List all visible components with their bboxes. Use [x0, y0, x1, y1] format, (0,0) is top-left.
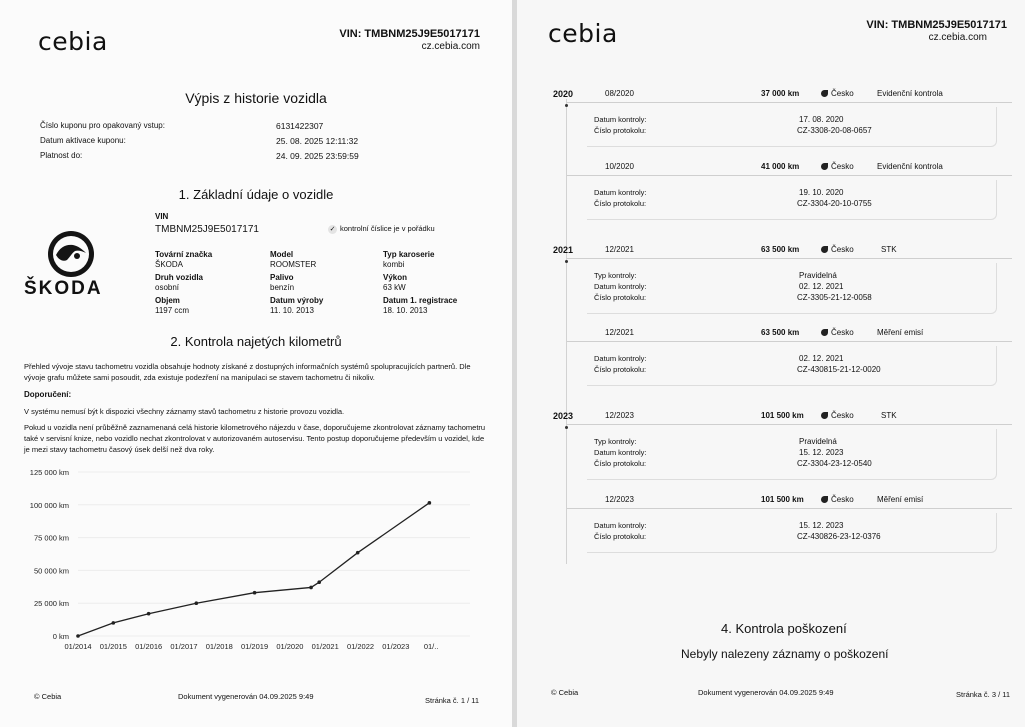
vin-check-text: kontrolní číslice je v pořádku	[340, 224, 435, 233]
y-tick-label: 0 km	[52, 632, 69, 641]
y-tick-label: 50 000 km	[33, 566, 69, 576]
timeline-year: 2023	[553, 411, 574, 421]
odometer-data-point	[76, 634, 80, 638]
record-type: STK	[881, 245, 897, 254]
brand-label: Tovární značka	[155, 250, 213, 259]
report-page-1	[0, 0, 512, 727]
record-country	[821, 411, 854, 420]
manufacture-date-label: Datum výroby	[270, 296, 324, 305]
odometer-data-point	[112, 621, 116, 625]
skoda-emblem-icon	[46, 229, 96, 284]
displacement-value: 1197 ccm	[155, 306, 190, 315]
odometer-intro-text: Přehled vývoje stavu tachometru vozidla obsahuje hodnoty získané z dostupných informačních systémů spolupracujících partnerů. Dle vývoje grafu můžete sami posoudit, zda existuje podezření na manipulaci se stavem tachometru či nikoliv.	[24, 362, 471, 382]
footer-copyright: © Cebia	[551, 688, 579, 697]
country-flag-icon	[821, 90, 828, 97]
timeline-year: 2021	[553, 245, 574, 255]
country-flag-icon	[821, 246, 828, 253]
detail-value: 02. 12. 2021	[799, 354, 844, 363]
detail-value: 15. 12. 2023	[799, 448, 844, 457]
record-date: 12/2021	[605, 245, 634, 254]
y-tick-label: 125 000 km	[29, 468, 69, 477]
x-tick-label: 01/2022	[346, 642, 375, 651]
detail-label: Číslo protokolu:	[594, 293, 647, 302]
record-type: Evidenční kontrola	[877, 89, 943, 98]
vin-value: TMBNM25J9E5017171	[155, 224, 259, 235]
section-1-title: 1. Základní údaje o vozidle	[178, 187, 334, 202]
record-type: Měření emisí	[877, 495, 924, 504]
timeline-dot	[565, 426, 568, 429]
checkmark-icon: ✓	[329, 226, 336, 233]
timeline-year: 2020	[553, 89, 574, 99]
skoda-wordmark: ŠKODA	[24, 278, 103, 299]
detail-label: Datum kontroly:	[594, 448, 647, 457]
record-km: 101 500 km	[761, 495, 804, 504]
section-4-title: 4. Kontrola poškození	[721, 621, 847, 636]
header-site-link[interactable]: cz.cebia.com	[421, 41, 480, 52]
country-name: Česko	[831, 162, 854, 171]
model-value: ROOMSTER	[270, 260, 317, 269]
record-divider	[567, 424, 1012, 425]
record-km: 41 000 km	[761, 162, 800, 171]
model-label: Model	[270, 250, 294, 259]
no-damage-text: Nebyly nalezeny záznamy o poškození	[681, 647, 889, 661]
record-date: 08/2020	[605, 89, 634, 98]
record-divider	[567, 102, 1012, 103]
country-flag-icon	[821, 163, 828, 170]
detail-label: Číslo protokolu:	[594, 199, 647, 208]
body-type-value: kombi	[383, 260, 405, 269]
header-vin: VIN: TMBNM25J9E5017171	[339, 28, 480, 40]
record-detail-card	[587, 107, 997, 147]
detail-label: Číslo protokolu:	[594, 532, 647, 541]
x-tick-label: 01/2014	[64, 642, 92, 651]
odometer-data-point	[317, 580, 321, 584]
record-divider	[567, 341, 1012, 342]
country-name: Česko	[831, 89, 854, 98]
vehicle-kind-value: osobní	[155, 283, 180, 292]
record-divider	[567, 508, 1012, 509]
detail-label: Datum kontroly:	[594, 521, 647, 530]
country-name: Česko	[831, 328, 854, 337]
activation-value: 25. 08. 2025 12:11:32	[276, 136, 359, 146]
recommendation-text-2: Pokud u vozidla není průběžně zaznamenaná celá historie kilometrového nájezdu v čase, doporučujeme zkontrolovat záznamy tachometru také v servisní knize, nebo vozidlo nechat zkontrolovat v autorizovaném autoservisu. Tento postup doporučujeme především u vozidel, kde je mezi stavy tachometru časový úsek delší než dva roky.	[24, 423, 486, 454]
detail-label: Typ kontroly:	[594, 437, 637, 446]
record-country	[821, 495, 854, 504]
record-detail-card	[587, 180, 997, 220]
vin-label: VIN	[155, 212, 169, 221]
coupon-value: 6131422307	[276, 121, 324, 131]
validity-label: Platnost do:	[40, 151, 83, 160]
record-date: 12/2021	[605, 328, 634, 337]
footer-generated: Dokument vygenerován 04.09.2025 9:49	[178, 692, 314, 701]
timeline-dot	[565, 104, 568, 107]
x-tick-label: 01/2019	[241, 642, 269, 651]
record-detail-card	[587, 513, 997, 553]
footer-copyright: © Cebia	[34, 692, 62, 701]
record-country	[821, 245, 854, 254]
brand-value: ŠKODA	[155, 260, 184, 269]
vehicle-kind-label: Druh vozidla	[155, 273, 204, 282]
record-detail-card	[587, 263, 997, 314]
detail-value: CZ-430815-21-12-0020	[797, 365, 881, 374]
odometer-data-point	[428, 501, 432, 505]
country-name: Česko	[831, 495, 854, 504]
record-country	[821, 328, 854, 337]
footer-generated: Dokument vygenerován 04.09.2025 9:49	[698, 688, 834, 697]
x-tick-label: 01/2015	[99, 642, 127, 651]
displacement-label: Objem	[155, 296, 180, 305]
detail-value: CZ-3308-20-08-0657	[797, 126, 872, 135]
chart-svg	[0, 460, 512, 660]
record-date: 12/2023	[605, 495, 634, 504]
y-tick-label: 75 000 km	[33, 533, 69, 543]
activation-label: Datum aktivace kuponu:	[40, 136, 126, 145]
first-registration-label: Datum 1. registrace	[383, 296, 458, 305]
detail-label: Datum kontroly:	[594, 115, 647, 124]
page-title: Výpis z historie vozidla	[185, 90, 327, 106]
report-page-3	[517, 0, 1025, 727]
record-detail-card	[587, 429, 997, 480]
timeline-line	[566, 99, 567, 564]
odometer-data-point	[356, 551, 360, 555]
detail-value: CZ-3304-20-10-0755	[797, 199, 872, 208]
y-tick-label: 100 000 km	[29, 500, 69, 510]
detail-label: Číslo protokolu:	[594, 365, 647, 374]
country-flag-icon	[821, 412, 828, 419]
odometer-series-line	[78, 503, 429, 636]
fuel-label: Palivo	[270, 273, 294, 282]
record-date: 12/2023	[605, 411, 634, 420]
manufacture-date-value: 11. 10. 2013	[270, 306, 314, 315]
detail-label: Datum kontroly:	[594, 282, 647, 291]
country-flag-icon	[821, 496, 828, 503]
odometer-data-point	[253, 591, 257, 595]
x-tick-label: 01/2020	[276, 642, 304, 651]
x-tick-label: 01/2017	[170, 642, 198, 651]
detail-label: Datum kontroly:	[594, 354, 647, 363]
record-type: Měření emisí	[877, 328, 924, 337]
fuel-value: benzín	[270, 283, 295, 292]
record-divider	[567, 258, 1012, 259]
detail-value: 02. 12. 2021	[799, 282, 844, 291]
footer-page-number: Stránka č. 3 / 11	[956, 690, 1011, 699]
odometer-data-point	[147, 612, 151, 616]
x-tick-label: 01/2016	[135, 642, 163, 651]
country-flag-icon	[821, 329, 828, 336]
odometer-data-point	[309, 586, 313, 590]
section-2-title: 2. Kontrola najetých kilometrů	[170, 334, 342, 349]
cebia-logo: cebia	[38, 27, 108, 56]
detail-value: 19. 10. 2020	[799, 188, 844, 197]
footer-page-number: Stránka č. 1 / 11	[425, 696, 480, 705]
detail-value: Pravidelná	[799, 437, 837, 446]
record-country	[821, 89, 854, 98]
record-date: 10/2020	[605, 162, 634, 171]
recommendation-text-1: V systému nemusí být k dispozici všechny záznamy stavů tachometru z historie provozu vozidla.	[24, 407, 345, 416]
record-detail-card	[587, 346, 997, 386]
detail-value: CZ-430826-23-12-0376	[797, 532, 881, 541]
detail-label: Typ kontroly:	[594, 271, 637, 280]
odometer-data-point	[195, 601, 199, 605]
cebia-logo: cebia	[548, 19, 618, 48]
record-km: 101 500 km	[761, 411, 804, 420]
record-km: 37 000 km	[761, 89, 800, 98]
detail-value: Pravidelná	[799, 271, 837, 280]
odometer-chart	[0, 460, 512, 660]
x-tick-label: 01/2023	[382, 642, 410, 651]
first-registration-value: 18. 10. 2013	[383, 306, 428, 315]
power-value: 63 kW	[383, 283, 406, 292]
validity-value: 24. 09. 2025 23:59:59	[276, 151, 359, 161]
detail-value: CZ-3304-23-12-0540	[797, 459, 872, 468]
record-km: 63 500 km	[761, 245, 800, 254]
record-divider	[567, 175, 1012, 176]
y-tick-label: 25 000 km	[33, 599, 69, 609]
country-name: Česko	[831, 245, 854, 254]
detail-label: Datum kontroly:	[594, 188, 647, 197]
detail-value: 15. 12. 2023	[799, 521, 844, 530]
record-type: Evidenční kontrola	[877, 162, 943, 171]
timeline-dot	[565, 260, 568, 263]
power-label: Výkon	[383, 273, 408, 282]
detail-label: Číslo protokolu:	[594, 126, 647, 135]
header-site-link[interactable]: cz.cebia.com	[928, 32, 987, 43]
x-tick-label: 01/..	[423, 642, 439, 651]
recommendation-label: Doporučení:	[24, 390, 72, 399]
body-type-label: Typ karoserie	[383, 250, 435, 259]
x-tick-label: 01/2021	[311, 642, 339, 651]
vin-check	[328, 224, 435, 234]
x-tick-label: 01/2018	[205, 642, 233, 651]
header-vin: VIN: TMBNM25J9E5017171	[866, 19, 1007, 31]
coupon-label: Číslo kuponu pro opakovaný vstup:	[40, 121, 165, 130]
country-name: Česko	[831, 411, 854, 420]
detail-value: 17. 08. 2020	[799, 115, 844, 124]
detail-label: Číslo protokolu:	[594, 459, 647, 468]
record-km: 63 500 km	[761, 328, 800, 337]
detail-value: CZ-3305-21-12-0058	[797, 293, 872, 302]
record-type: STK	[881, 411, 897, 420]
record-country	[821, 162, 854, 171]
